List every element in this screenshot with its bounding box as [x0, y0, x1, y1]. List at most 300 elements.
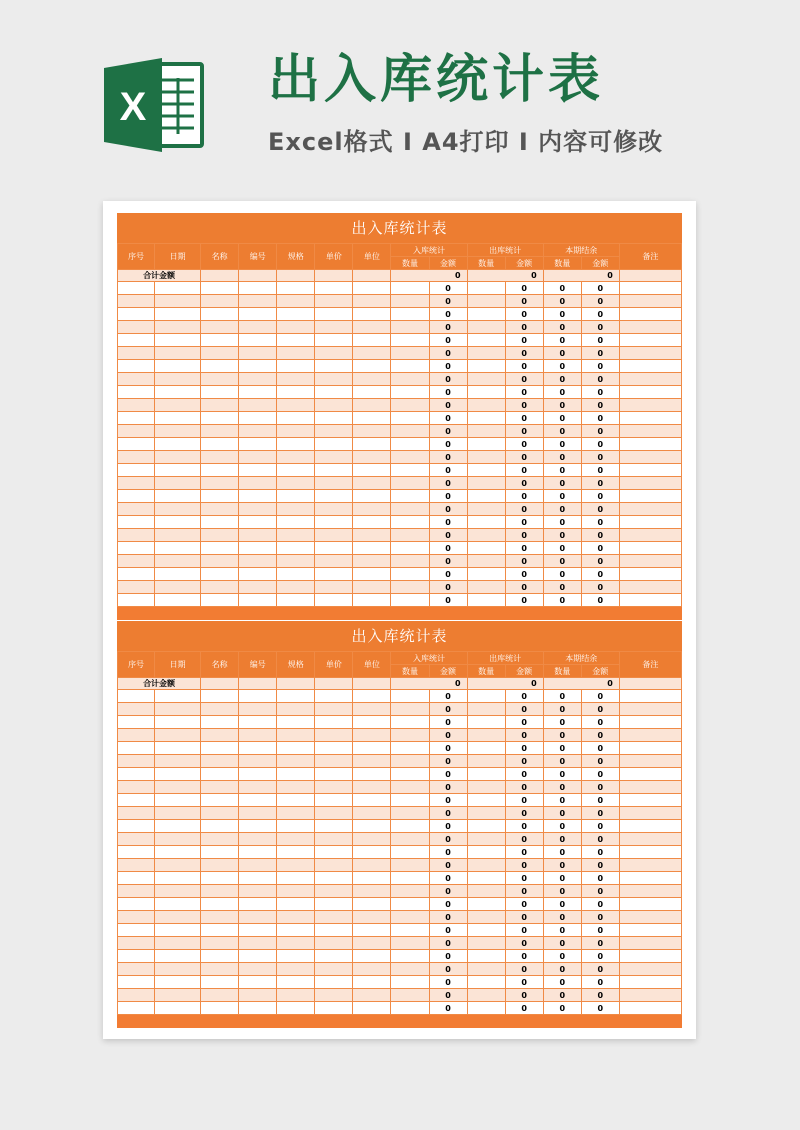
in-amount-cell[interactable]: 0 [429, 503, 467, 516]
table-cell[interactable] [118, 503, 155, 516]
balance-qty-cell[interactable]: 0 [543, 308, 581, 321]
table-cell[interactable] [619, 542, 681, 555]
table-cell[interactable] [118, 963, 155, 976]
table-cell[interactable] [619, 451, 681, 464]
table-cell[interactable] [155, 885, 201, 898]
table-cell[interactable] [619, 373, 681, 386]
table-cell[interactable] [315, 950, 353, 963]
table-cell[interactable] [619, 742, 681, 755]
table-cell[interactable] [467, 1002, 505, 1015]
table-cell[interactable] [467, 807, 505, 820]
table-cell[interactable] [118, 703, 155, 716]
table-cell[interactable] [391, 859, 429, 872]
out-amount-cell[interactable]: 0 [505, 321, 543, 334]
table-cell[interactable] [391, 729, 429, 742]
table-cell[interactable] [353, 859, 391, 872]
table-cell[interactable] [315, 542, 353, 555]
out-amount-cell[interactable]: 0 [505, 516, 543, 529]
in-amount-cell[interactable]: 0 [429, 438, 467, 451]
table-cell[interactable] [277, 820, 315, 833]
total-cell[interactable] [201, 270, 239, 282]
in-amount-cell[interactable]: 0 [429, 950, 467, 963]
table-cell[interactable] [353, 438, 391, 451]
table-cell[interactable] [277, 451, 315, 464]
table-cell[interactable] [201, 464, 239, 477]
balance-qty-cell[interactable]: 0 [543, 295, 581, 308]
table-cell[interactable] [118, 846, 155, 859]
table-cell[interactable] [201, 490, 239, 503]
table-cell[interactable] [315, 703, 353, 716]
table-cell[interactable] [315, 859, 353, 872]
table-cell[interactable] [315, 729, 353, 742]
table-cell[interactable] [155, 477, 201, 490]
table-cell[interactable] [155, 347, 201, 360]
table-cell[interactable] [391, 412, 429, 425]
balance-amount-cell[interactable]: 0 [581, 846, 619, 859]
table-cell[interactable] [315, 781, 353, 794]
table-cell[interactable] [155, 976, 201, 989]
table-cell[interactable] [155, 425, 201, 438]
table-cell[interactable] [239, 295, 277, 308]
out-amount-cell[interactable]: 0 [505, 399, 543, 412]
table-cell[interactable] [201, 781, 239, 794]
out-amount-cell[interactable]: 0 [505, 451, 543, 464]
table-cell[interactable] [467, 360, 505, 373]
table-cell[interactable] [277, 937, 315, 950]
table-cell[interactable] [155, 742, 201, 755]
table-cell[interactable] [277, 885, 315, 898]
table-cell[interactable] [353, 729, 391, 742]
out-amount-cell[interactable]: 0 [505, 334, 543, 347]
table-cell[interactable] [467, 529, 505, 542]
balance-amount-cell[interactable]: 0 [581, 581, 619, 594]
table-cell[interactable] [201, 924, 239, 937]
table-cell[interactable] [315, 755, 353, 768]
table-cell[interactable] [201, 529, 239, 542]
table-cell[interactable] [118, 976, 155, 989]
table-cell[interactable] [201, 716, 239, 729]
table-cell[interactable] [353, 282, 391, 295]
table-cell[interactable] [118, 464, 155, 477]
table-cell[interactable] [467, 451, 505, 464]
balance-qty-cell[interactable]: 0 [543, 807, 581, 820]
table-cell[interactable] [315, 529, 353, 542]
table-cell[interactable] [353, 464, 391, 477]
table-cell[interactable] [277, 781, 315, 794]
table-cell[interactable] [315, 451, 353, 464]
balance-amount-cell[interactable]: 0 [581, 399, 619, 412]
table-cell[interactable] [353, 755, 391, 768]
table-cell[interactable] [619, 885, 681, 898]
table-cell[interactable] [118, 412, 155, 425]
balance-amount-cell[interactable]: 0 [581, 820, 619, 833]
table-cell[interactable] [239, 451, 277, 464]
table-cell[interactable] [277, 477, 315, 490]
table-cell[interactable] [201, 568, 239, 581]
table-cell[interactable] [277, 464, 315, 477]
table-cell[interactable] [315, 477, 353, 490]
table-cell[interactable] [155, 555, 201, 568]
table-cell[interactable] [619, 820, 681, 833]
table-cell[interactable] [391, 703, 429, 716]
table-cell[interactable] [391, 347, 429, 360]
table-cell[interactable] [353, 373, 391, 386]
table-cell[interactable] [277, 846, 315, 859]
balance-qty-cell[interactable]: 0 [543, 581, 581, 594]
table-cell[interactable] [277, 1002, 315, 1015]
table-cell[interactable] [118, 555, 155, 568]
balance-qty-cell[interactable]: 0 [543, 898, 581, 911]
table-cell[interactable] [239, 529, 277, 542]
table-cell[interactable] [619, 568, 681, 581]
table-cell[interactable] [467, 976, 505, 989]
table-cell[interactable] [353, 924, 391, 937]
table-cell[interactable] [118, 872, 155, 885]
table-cell[interactable] [155, 1002, 201, 1015]
table-cell[interactable] [201, 503, 239, 516]
table-cell[interactable] [118, 490, 155, 503]
table-cell[interactable] [277, 503, 315, 516]
table-cell[interactable] [391, 989, 429, 1002]
table-cell[interactable] [467, 490, 505, 503]
table-cell[interactable] [315, 555, 353, 568]
balance-qty-cell[interactable]: 0 [543, 1002, 581, 1015]
table-cell[interactable] [239, 334, 277, 347]
in-amount-cell[interactable]: 0 [429, 833, 467, 846]
table-cell[interactable] [239, 989, 277, 1002]
table-cell[interactable] [391, 386, 429, 399]
table-cell[interactable] [315, 568, 353, 581]
table-cell[interactable] [277, 989, 315, 1002]
table-cell[interactable] [353, 911, 391, 924]
table-cell[interactable] [118, 898, 155, 911]
in-amount-cell[interactable]: 0 [429, 282, 467, 295]
table-cell[interactable] [353, 477, 391, 490]
table-cell[interactable] [239, 729, 277, 742]
table-cell[interactable] [118, 742, 155, 755]
balance-qty-cell[interactable]: 0 [543, 542, 581, 555]
table-cell[interactable] [277, 568, 315, 581]
table-cell[interactable] [155, 898, 201, 911]
table-cell[interactable] [315, 438, 353, 451]
table-cell[interactable] [353, 885, 391, 898]
table-cell[interactable] [353, 1002, 391, 1015]
in-amount-cell[interactable]: 0 [429, 581, 467, 594]
out-amount-cell[interactable]: 0 [505, 716, 543, 729]
table-cell[interactable] [239, 781, 277, 794]
table-cell[interactable] [391, 807, 429, 820]
balance-amount-cell[interactable]: 0 [581, 347, 619, 360]
table-cell[interactable] [391, 464, 429, 477]
table-cell[interactable] [467, 690, 505, 703]
balance-qty-cell[interactable]: 0 [543, 755, 581, 768]
balance-qty-cell[interactable]: 0 [543, 820, 581, 833]
table-cell[interactable] [315, 846, 353, 859]
table-cell[interactable] [277, 386, 315, 399]
table-cell[interactable] [391, 781, 429, 794]
table-cell[interactable] [155, 308, 201, 321]
table-cell[interactable] [391, 308, 429, 321]
table-cell[interactable] [391, 295, 429, 308]
table-cell[interactable] [201, 703, 239, 716]
table-cell[interactable] [467, 989, 505, 1002]
out-amount-cell[interactable]: 0 [505, 729, 543, 742]
total-cell[interactable] [619, 678, 681, 690]
table-cell[interactable] [118, 529, 155, 542]
table-cell[interactable] [391, 282, 429, 295]
table-cell[interactable] [619, 516, 681, 529]
total-cell[interactable] [353, 270, 391, 282]
table-cell[interactable] [201, 859, 239, 872]
balance-qty-cell[interactable]: 0 [543, 477, 581, 490]
in-amount-cell[interactable]: 0 [429, 794, 467, 807]
table-cell[interactable] [155, 503, 201, 516]
group-total-value[interactable]: 0 [543, 678, 619, 690]
table-cell[interactable] [201, 308, 239, 321]
table-cell[interactable] [201, 451, 239, 464]
table-cell[interactable] [391, 742, 429, 755]
table-cell[interactable] [467, 716, 505, 729]
table-cell[interactable] [201, 833, 239, 846]
table-cell[interactable] [239, 594, 277, 607]
table-cell[interactable] [353, 360, 391, 373]
table-cell[interactable] [315, 794, 353, 807]
table-cell[interactable] [201, 690, 239, 703]
table-cell[interactable] [315, 308, 353, 321]
table-cell[interactable] [353, 542, 391, 555]
balance-qty-cell[interactable]: 0 [543, 347, 581, 360]
balance-amount-cell[interactable]: 0 [581, 963, 619, 976]
table-cell[interactable] [118, 594, 155, 607]
table-cell[interactable] [467, 846, 505, 859]
balance-amount-cell[interactable]: 0 [581, 768, 619, 781]
balance-amount-cell[interactable]: 0 [581, 477, 619, 490]
table-cell[interactable] [239, 477, 277, 490]
table-cell[interactable] [277, 898, 315, 911]
in-amount-cell[interactable]: 0 [429, 742, 467, 755]
table-cell[interactable] [201, 425, 239, 438]
table-cell[interactable] [467, 911, 505, 924]
table-cell[interactable] [118, 924, 155, 937]
balance-amount-cell[interactable]: 0 [581, 308, 619, 321]
table-cell[interactable] [201, 807, 239, 820]
table-cell[interactable] [391, 334, 429, 347]
table-cell[interactable] [315, 581, 353, 594]
table-cell[interactable] [277, 963, 315, 976]
table-cell[interactable] [201, 976, 239, 989]
balance-amount-cell[interactable]: 0 [581, 386, 619, 399]
table-cell[interactable] [467, 898, 505, 911]
balance-amount-cell[interactable]: 0 [581, 594, 619, 607]
in-amount-cell[interactable]: 0 [429, 937, 467, 950]
table-cell[interactable] [277, 555, 315, 568]
balance-amount-cell[interactable]: 0 [581, 295, 619, 308]
balance-amount-cell[interactable]: 0 [581, 833, 619, 846]
table-cell[interactable] [353, 898, 391, 911]
table-cell[interactable] [277, 716, 315, 729]
table-cell[interactable] [467, 542, 505, 555]
table-cell[interactable] [391, 594, 429, 607]
table-cell[interactable] [155, 872, 201, 885]
table-cell[interactable] [155, 989, 201, 1002]
table-cell[interactable] [277, 976, 315, 989]
table-cell[interactable] [201, 555, 239, 568]
balance-amount-cell[interactable]: 0 [581, 451, 619, 464]
table-cell[interactable] [239, 833, 277, 846]
table-cell[interactable] [239, 716, 277, 729]
table-cell[interactable] [315, 347, 353, 360]
table-cell[interactable] [277, 282, 315, 295]
table-cell[interactable] [353, 594, 391, 607]
table-cell[interactable] [619, 477, 681, 490]
balance-amount-cell[interactable]: 0 [581, 529, 619, 542]
table-cell[interactable] [118, 516, 155, 529]
table-cell[interactable] [155, 516, 201, 529]
table-cell[interactable] [467, 794, 505, 807]
table-cell[interactable] [118, 425, 155, 438]
out-amount-cell[interactable]: 0 [505, 950, 543, 963]
out-amount-cell[interactable]: 0 [505, 937, 543, 950]
table-cell[interactable] [201, 386, 239, 399]
table-cell[interactable] [619, 911, 681, 924]
table-cell[interactable] [239, 911, 277, 924]
table-cell[interactable] [239, 347, 277, 360]
table-cell[interactable] [239, 755, 277, 768]
in-amount-cell[interactable]: 0 [429, 989, 467, 1002]
table-cell[interactable] [619, 989, 681, 1002]
table-cell[interactable] [619, 729, 681, 742]
in-amount-cell[interactable]: 0 [429, 820, 467, 833]
table-cell[interactable] [619, 529, 681, 542]
balance-amount-cell[interactable]: 0 [581, 490, 619, 503]
table-cell[interactable] [391, 872, 429, 885]
table-cell[interactable] [277, 950, 315, 963]
table-cell[interactable] [155, 282, 201, 295]
table-cell[interactable] [353, 690, 391, 703]
out-amount-cell[interactable]: 0 [505, 581, 543, 594]
table-cell[interactable] [353, 490, 391, 503]
table-cell[interactable] [353, 833, 391, 846]
table-cell[interactable] [277, 911, 315, 924]
in-amount-cell[interactable]: 0 [429, 490, 467, 503]
balance-amount-cell[interactable]: 0 [581, 807, 619, 820]
in-amount-cell[interactable]: 0 [429, 542, 467, 555]
table-cell[interactable] [467, 503, 505, 516]
total-cell[interactable] [315, 678, 353, 690]
group-total-value[interactable]: 0 [467, 270, 543, 282]
table-cell[interactable] [201, 516, 239, 529]
balance-qty-cell[interactable]: 0 [543, 924, 581, 937]
table-cell[interactable] [391, 490, 429, 503]
table-cell[interactable] [391, 885, 429, 898]
balance-qty-cell[interactable]: 0 [543, 703, 581, 716]
table-cell[interactable] [155, 950, 201, 963]
table-cell[interactable] [391, 716, 429, 729]
table-cell[interactable] [118, 820, 155, 833]
table-cell[interactable] [277, 807, 315, 820]
table-cell[interactable] [155, 729, 201, 742]
table-cell[interactable] [353, 386, 391, 399]
table-cell[interactable] [315, 963, 353, 976]
out-amount-cell[interactable]: 0 [505, 490, 543, 503]
table-cell[interactable] [315, 282, 353, 295]
balance-qty-cell[interactable]: 0 [543, 399, 581, 412]
table-cell[interactable] [201, 334, 239, 347]
balance-amount-cell[interactable]: 0 [581, 859, 619, 872]
table-cell[interactable] [315, 490, 353, 503]
table-cell[interactable] [201, 963, 239, 976]
balance-qty-cell[interactable]: 0 [543, 321, 581, 334]
in-amount-cell[interactable]: 0 [429, 690, 467, 703]
in-amount-cell[interactable]: 0 [429, 859, 467, 872]
table-cell[interactable] [239, 321, 277, 334]
in-amount-cell[interactable]: 0 [429, 399, 467, 412]
table-cell[interactable] [353, 950, 391, 963]
table-cell[interactable] [467, 516, 505, 529]
table-cell[interactable] [391, 425, 429, 438]
table-cell[interactable] [239, 360, 277, 373]
table-cell[interactable] [619, 295, 681, 308]
table-cell[interactable] [201, 989, 239, 1002]
balance-amount-cell[interactable]: 0 [581, 872, 619, 885]
table-cell[interactable] [391, 937, 429, 950]
table-cell[interactable] [155, 451, 201, 464]
table-cell[interactable] [239, 308, 277, 321]
balance-qty-cell[interactable]: 0 [543, 742, 581, 755]
table-cell[interactable] [201, 360, 239, 373]
out-amount-cell[interactable]: 0 [505, 690, 543, 703]
table-cell[interactable] [315, 716, 353, 729]
table-cell[interactable] [118, 911, 155, 924]
table-cell[interactable] [353, 581, 391, 594]
table-cell[interactable] [239, 885, 277, 898]
table-cell[interactable] [467, 477, 505, 490]
table-cell[interactable] [619, 924, 681, 937]
table-cell[interactable] [315, 820, 353, 833]
in-amount-cell[interactable]: 0 [429, 425, 467, 438]
table-cell[interactable] [155, 807, 201, 820]
balance-amount-cell[interactable]: 0 [581, 781, 619, 794]
table-cell[interactable] [277, 438, 315, 451]
table-cell[interactable] [467, 464, 505, 477]
table-cell[interactable] [201, 898, 239, 911]
table-cell[interactable] [118, 477, 155, 490]
table-cell[interactable] [277, 924, 315, 937]
table-cell[interactable] [239, 924, 277, 937]
table-cell[interactable] [619, 594, 681, 607]
table-cell[interactable] [315, 872, 353, 885]
table-cell[interactable] [315, 924, 353, 937]
table-cell[interactable] [118, 308, 155, 321]
table-cell[interactable] [315, 937, 353, 950]
table-cell[interactable] [315, 399, 353, 412]
balance-qty-cell[interactable]: 0 [543, 690, 581, 703]
table-cell[interactable] [467, 703, 505, 716]
table-cell[interactable] [118, 716, 155, 729]
table-cell[interactable] [277, 872, 315, 885]
table-cell[interactable] [239, 742, 277, 755]
table-cell[interactable] [239, 490, 277, 503]
table-cell[interactable] [619, 950, 681, 963]
balance-qty-cell[interactable]: 0 [543, 334, 581, 347]
balance-amount-cell[interactable]: 0 [581, 334, 619, 347]
out-amount-cell[interactable]: 0 [505, 768, 543, 781]
table-cell[interactable] [391, 898, 429, 911]
out-amount-cell[interactable]: 0 [505, 885, 543, 898]
table-cell[interactable] [201, 477, 239, 490]
out-amount-cell[interactable]: 0 [505, 833, 543, 846]
table-cell[interactable] [239, 425, 277, 438]
